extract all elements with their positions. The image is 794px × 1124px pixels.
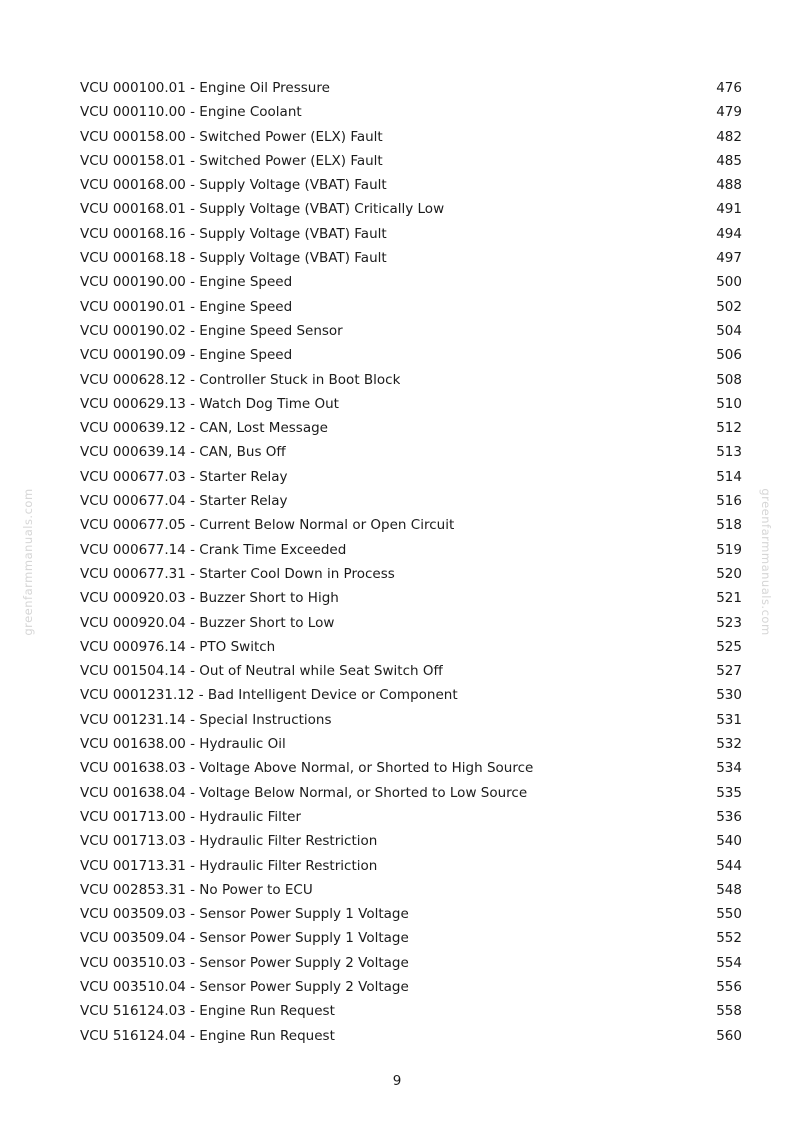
toc-entry[interactable]: [80, 683, 742, 707]
toc-entry-page: 535: [716, 784, 742, 801]
toc-entry-page: 525: [716, 638, 742, 655]
toc-entry[interactable]: [80, 416, 742, 440]
table-of-contents: [80, 76, 742, 1048]
toc-entry[interactable]: [80, 76, 742, 100]
toc-entry[interactable]: [80, 586, 742, 610]
toc-entry-page: 510: [716, 395, 742, 412]
toc-entry-title: VCU 000100.01 - Engine Oil Pressure: [80, 80, 330, 96]
toc-entry[interactable]: [80, 756, 742, 780]
toc-entry[interactable]: [80, 611, 742, 635]
toc-entry-page: 508: [716, 371, 742, 388]
toc-entry[interactable]: [80, 659, 742, 683]
toc-entry-page: 476: [716, 80, 742, 96]
toc-entry-title: VCU 000168.18 - Supply Voltage (VBAT) Fault: [80, 250, 387, 267]
toc-entry-page: 554: [716, 954, 742, 971]
toc-entry-title: VCU 001504.14 - Out of Neutral while Seat Switch Off: [80, 663, 443, 680]
toc-entry-title: VCU 000168.01 - Supply Voltage (VBAT) Critically Low: [80, 201, 445, 218]
toc-entry[interactable]: [80, 295, 742, 319]
toc-entry-title: VCU 000920.04 - Buzzer Short to Low: [80, 614, 335, 631]
toc-entry-page: 488: [716, 177, 742, 194]
toc-entry-page: 544: [716, 857, 742, 874]
toc-entry[interactable]: [80, 173, 742, 197]
toc-entry-title: VCU 000677.31 - Starter Cool Down in Process: [80, 565, 395, 582]
toc-entry-title: VCU 003509.03 - Sensor Power Supply 1 Voltage: [80, 906, 409, 923]
page-number: 9: [392, 1073, 402, 1089]
toc-entry-page: 531: [716, 711, 742, 728]
toc-entry-title: VCU 001713.03 - Hydraulic Filter Restriction: [80, 833, 378, 850]
toc-entry-page: 520: [716, 565, 742, 582]
toc-entry-title: VCU 001713.00 - Hydraulic Filter: [80, 808, 302, 825]
toc-entry-title: VCU 000629.13 - Watch Dog Time Out: [80, 395, 339, 412]
toc-entry-page: 523: [716, 614, 742, 631]
watermark-left: greenfarmmanuals.com: [21, 488, 35, 636]
toc-entry[interactable]: [80, 538, 742, 562]
toc-entry-page: 560: [716, 1027, 742, 1044]
toc-entry[interactable]: [80, 732, 742, 756]
toc-entry[interactable]: [80, 975, 742, 999]
toc-entry[interactable]: [80, 197, 742, 221]
toc-entry-page: 556: [716, 978, 742, 995]
toc-entry[interactable]: [80, 1024, 742, 1048]
toc-entry[interactable]: [80, 125, 742, 149]
toc-entry-title: VCU 001231.14 - Special Instructions: [80, 711, 332, 728]
toc-entry-title: VCU 001638.03 - Voltage Above Normal, or Shorted to High Source: [80, 760, 534, 777]
toc-entry[interactable]: [80, 635, 742, 659]
toc-entry[interactable]: [80, 926, 742, 950]
toc-entry-page: 527: [716, 663, 742, 680]
toc-entry[interactable]: [80, 440, 742, 464]
toc-entry-title: VCU 000677.03 - Starter Relay: [80, 468, 288, 485]
toc-entry-page: 521: [716, 590, 742, 607]
toc-entry-title: VCU 000168.00 - Supply Voltage (VBAT) Fault: [80, 177, 387, 194]
toc-entry-page: 512: [716, 420, 742, 437]
toc-entry[interactable]: [80, 878, 742, 902]
toc-entry-page: 482: [716, 128, 742, 145]
toc-entry-page: 513: [716, 444, 742, 461]
toc-entry[interactable]: [80, 465, 742, 489]
toc-entry-title: VCU 001638.04 - Voltage Below Normal, or Shorted to Low Source: [80, 784, 528, 801]
toc-entry-page: 534: [716, 760, 742, 777]
toc-entry[interactable]: [80, 999, 742, 1023]
toc-entry-title: VCU 003509.04 - Sensor Power Supply 1 Voltage: [80, 930, 409, 947]
toc-entry-page: 530: [716, 687, 742, 704]
toc-entry-page: 552: [716, 930, 742, 947]
toc-entry[interactable]: [80, 222, 742, 246]
toc-entry-title: VCU 000190.09 - Engine Speed: [80, 347, 293, 364]
toc-entry-title: VCU 000628.12 - Controller Stuck in Boot Block: [80, 371, 401, 388]
toc-entry-title: VCU 000639.12 - CAN, Lost Message: [80, 420, 328, 437]
toc-entry[interactable]: [80, 100, 742, 124]
toc-entry-title: VCU 001638.00 - Hydraulic Oil: [80, 736, 286, 753]
toc-entry-title: VCU 000190.02 - Engine Speed Sensor: [80, 322, 343, 339]
toc-entry-page: 532: [716, 736, 742, 753]
toc-entry-page: 519: [716, 541, 742, 558]
toc-entry-title: VCU 001713.31 - Hydraulic Filter Restriction: [80, 857, 378, 874]
toc-entry-title: VCU 000920.03 - Buzzer Short to High: [80, 590, 339, 607]
toc-entry-title: VCU 000168.16 - Supply Voltage (VBAT) Fault: [80, 225, 387, 242]
toc-entry-page: 514: [716, 468, 742, 485]
toc-entry[interactable]: [80, 708, 742, 732]
toc-entry-title: VCU 000976.14 - PTO Switch: [80, 638, 276, 655]
toc-entry[interactable]: [80, 854, 742, 878]
toc-entry-page: 536: [716, 808, 742, 825]
toc-entry-page: 500: [716, 274, 742, 291]
toc-entry[interactable]: [80, 149, 742, 173]
toc-entry[interactable]: [80, 368, 742, 392]
toc-entry-title: VCU 000158.01 - Switched Power (ELX) Fault: [80, 152, 383, 169]
toc-entry-title: VCU 516124.04 - Engine Run Request: [80, 1027, 335, 1044]
toc-entry[interactable]: [80, 270, 742, 294]
toc-entry-page: 494: [716, 225, 742, 242]
toc-entry[interactable]: [80, 829, 742, 853]
toc-entry-title: VCU 000639.14 - CAN, Bus Off: [80, 444, 286, 461]
toc-entry-page: 550: [716, 906, 742, 923]
toc-entry-page: 485: [716, 152, 742, 169]
toc-entry-title: VCU 000110.00 - Engine Coolant: [80, 104, 302, 121]
toc-entry-title: VCU 000677.14 - Crank Time Exceeded: [80, 541, 347, 558]
toc-entry[interactable]: [80, 805, 742, 829]
toc-entry-title: VCU 000677.04 - Starter Relay: [80, 493, 288, 510]
toc-entry-page: 502: [716, 298, 742, 315]
toc-entry-page: 479: [716, 104, 742, 121]
toc-entry-title: VCU 516124.03 - Engine Run Request: [80, 1003, 335, 1020]
toc-entry-page: 504: [716, 322, 742, 339]
toc-entry[interactable]: [80, 489, 742, 513]
toc-entry[interactable]: [80, 562, 742, 586]
toc-entry-title: VCU 0001231.12 - Bad Intelligent Device or Component: [80, 687, 458, 704]
toc-entry-title: VCU 000158.00 - Switched Power (ELX) Fault: [80, 128, 383, 145]
toc-entry-title: VCU 002853.31 - No Power to ECU: [80, 881, 313, 898]
toc-entry[interactable]: [80, 319, 742, 343]
toc-entry-title: VCU 000677.05 - Current Below Normal or Open Circuit: [80, 517, 455, 534]
watermark-right: greenfarmmanuals.com: [759, 488, 773, 636]
toc-entry-title: VCU 003510.04 - Sensor Power Supply 2 Voltage: [80, 978, 409, 995]
toc-entry[interactable]: [80, 343, 742, 367]
toc-entry-page: 516: [716, 493, 742, 510]
toc-entry-page: 548: [716, 881, 742, 898]
toc-entry-page: 506: [716, 347, 742, 364]
toc-entry-page: 497: [716, 250, 742, 267]
toc-entry-page: 518: [716, 517, 742, 534]
toc-entry[interactable]: [80, 513, 742, 537]
toc-entry-title: VCU 000190.00 - Engine Speed: [80, 274, 293, 291]
toc-entry-page: 540: [716, 833, 742, 850]
toc-entry[interactable]: [80, 902, 742, 926]
toc-entry[interactable]: [80, 246, 742, 270]
toc-entry-title: VCU 003510.03 - Sensor Power Supply 2 Voltage: [80, 954, 409, 971]
toc-entry-page: 558: [716, 1003, 742, 1020]
toc-entry[interactable]: [80, 781, 742, 805]
toc-entry[interactable]: [80, 392, 742, 416]
toc-entry-page: 491: [716, 201, 742, 218]
toc-entry-title: VCU 000190.01 - Engine Speed: [80, 298, 293, 315]
toc-entry[interactable]: [80, 951, 742, 975]
